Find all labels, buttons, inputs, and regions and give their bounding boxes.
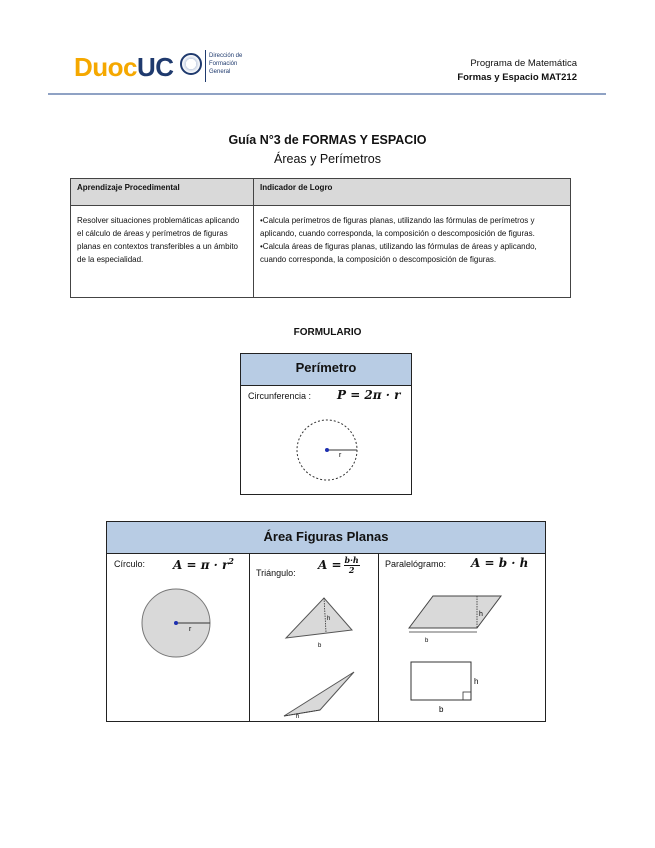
header-program-info: [457, 57, 577, 85]
circumference-formula: P = 2π · r: [337, 388, 401, 402]
area-parallelogram-cell: [379, 554, 545, 722]
logo: [74, 50, 254, 84]
radius-label: r: [339, 452, 342, 459]
parallelogram-b-label: b: [425, 638, 429, 644]
parallelogram-area-formula: A = b · h: [471, 556, 529, 570]
circle-label: Círculo:: [114, 559, 146, 569]
program-name: Programa de Matemática: [470, 58, 577, 69]
parallelogram-h-label: h: [479, 611, 483, 618]
center-dot: [325, 448, 329, 452]
indicator-item: •Calcula perímetros de figuras planas, utilizando las fórmulas de perímetros y aplicando, cuando corresponda, la composición o descomposición de figuras.: [260, 216, 535, 238]
objectives-header-learning: Aprendizaje Procedimental: [71, 179, 254, 206]
parallelogram-label: Paralelógramo:: [385, 559, 447, 569]
area-triangle-cell: [250, 554, 379, 722]
rectangle-shape: [411, 662, 471, 700]
circle-area-formula: $A = \pi \cdot r^2$: [173, 556, 234, 572]
page-title: Guía N°3 de FORMAS Y ESPACIO: [228, 133, 427, 147]
objectives-indicators: [254, 206, 571, 298]
objectives-table: [70, 178, 571, 298]
area-circle-cell: [107, 554, 250, 722]
course-name: Formas y Espacio MAT212: [457, 72, 577, 83]
circle-diagram: [139, 586, 215, 662]
page-subtitle: Áreas y Perímetros: [274, 152, 381, 166]
triangle-1: [286, 598, 352, 638]
triangle-1-b-label: b: [318, 643, 322, 649]
center-dot: [174, 621, 178, 625]
parallelogram-diagrams: [407, 586, 507, 716]
triangle-diagrams: [280, 592, 360, 722]
logo-subtitle: Dirección de Formación General: [209, 53, 243, 75]
rectangle-b-label: b: [439, 705, 444, 714]
perimeter-box: [240, 353, 412, 495]
parallelogram-shape: [409, 596, 501, 628]
indicator-item: •Calcula áreas de figuras planas, utilizando las fórmulas de áreas y aplicando, cuando corresponda, la composición o descomposición de figuras.: [260, 242, 537, 264]
area-title: Área Figuras Planas: [107, 522, 545, 554]
rectangle-h-label: h: [474, 677, 479, 686]
triangle-2-h-label: h: [296, 714, 300, 720]
circumference-diagram: [293, 416, 363, 486]
logo-wordmark: DuocUC: [74, 52, 174, 82]
circumference-label: Circunferencia :: [248, 391, 312, 401]
logo-seal-icon: [180, 53, 202, 75]
area-box: [106, 521, 546, 722]
triangle-2: [284, 672, 354, 716]
radius-label: r: [189, 626, 192, 633]
header-divider: [48, 93, 606, 95]
perimeter-title: Perímetro: [241, 354, 411, 386]
objectives-header-indicator: Indicador de Logro: [254, 179, 571, 206]
logo-divider: [205, 50, 206, 82]
formulario-heading: FORMULARIO: [293, 327, 362, 338]
triangle-1-h-label: h: [327, 616, 331, 622]
triangle-area-formula: A = $\frac{b\cdot h}{2}$: [318, 555, 359, 575]
triangle-label: Triángulo:: [256, 568, 296, 578]
objectives-learning-text: Resolver situaciones problemáticas aplicando el cálculo de áreas y perímetros de figuras planas en contextos transferibles a un ámbito de la especialidad.: [71, 206, 254, 298]
